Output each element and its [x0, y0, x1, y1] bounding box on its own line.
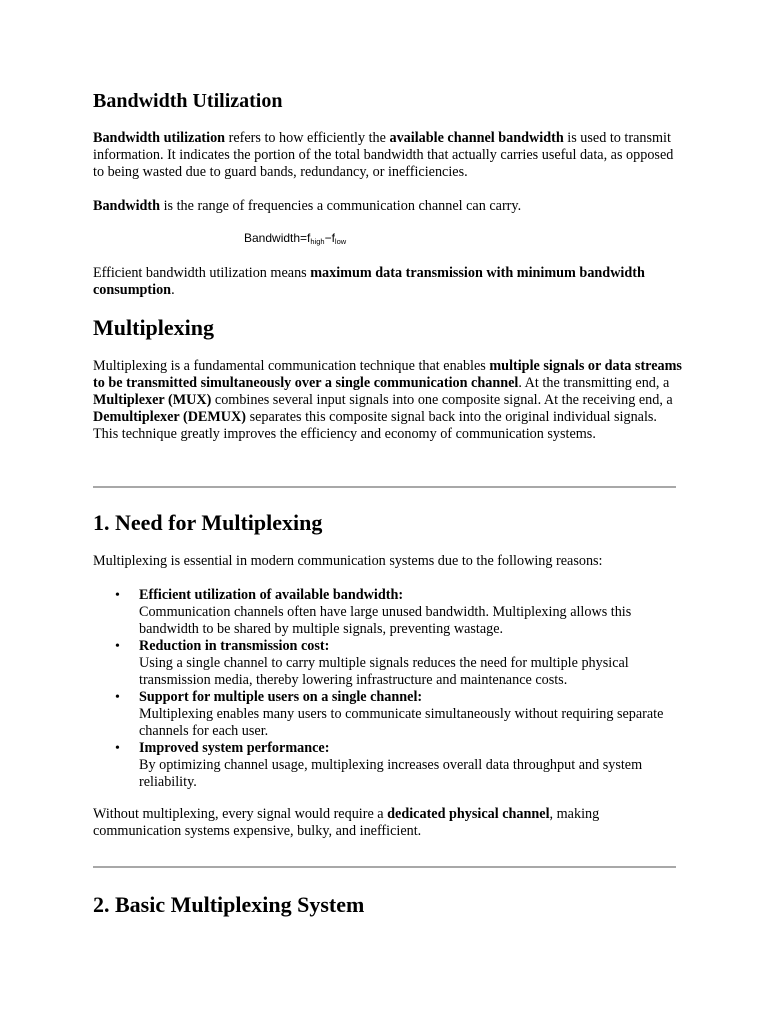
list-item-text: Communication channels often have large unused bandwidth. Multiplexing allows this bandwidth to be shared by multiple signals, preventing wastage. [139, 604, 632, 637]
list-item-text: Using a single channel to carry multiple signals reduces the need for multiple physical transmission media, thereby lowering infrastructure and maintenance costs. [139, 655, 629, 688]
bold-term: multiple signals or data streams to be transmitted simultaneously over a single communication channel [93, 358, 682, 391]
bold-term: maximum data transmission with minimum bandwidth consumption [93, 265, 645, 298]
paragraph-multiplexing-definition: Multiplexing is a fundamental communication technique that enables multiple signals or data streams to be transmitted simultaneously over a single communication channel. At the transmitting end, a Multiplexer (MUX) combines several input signals into one composite signal. At the receiving end, a Demultiplexer (DEMUX) separates this composite signal back into the original individual signals. This technique greatly improves the efficiency and economy of communication systems. [93, 358, 682, 442]
paragraph-bandwidth-definition: Bandwidth is the range of frequencies a communication channel can carry. [93, 198, 522, 214]
heading-multiplexing: Multiplexing [93, 315, 215, 340]
paragraph-need-intro: Multiplexing is essential in modern communication systems due to the following reasons: [93, 553, 603, 569]
bullet-icon: • [115, 690, 120, 705]
bullet-icon: • [115, 741, 120, 756]
bullet-icon: • [115, 588, 120, 603]
bold-term: Multiplexer (MUX) [93, 392, 212, 408]
bold-term: available channel bandwidth [389, 130, 564, 146]
paragraph-efficient-utilization: Efficient bandwidth utilization means maximum data transmission with minimum bandwidth consumption. [93, 265, 645, 298]
list-item-text: By optimizing channel usage, multiplexing increases overall data throughput and system reliability. [139, 757, 643, 790]
heading-need-for-multiplexing: 1. Need for Multiplexing [93, 510, 323, 535]
horizontal-divider [93, 486, 676, 488]
heading-basic-multiplexing-system: 2. Basic Multiplexing System [93, 892, 365, 917]
list-item [93, 638, 683, 689]
paragraph-bandwidth-utilization-definition: Bandwidth utilization refers to how efficiently the available channel bandwidth is used to transmit information. It indicates the portion of the total bandwidth that actually carries useful data, as opposed to being wasted due to guard bands, redundancy, or inefficiencies. [93, 130, 674, 180]
paragraph-without-multiplexing: Without multiplexing, every signal would require a dedicated physical channel, making communication systems expensive, bulky, and inefficient. [93, 806, 600, 839]
list-item-heading: Efficient utilization of available bandwidth: [139, 587, 404, 603]
list-item [93, 587, 683, 638]
list-item [93, 740, 683, 791]
bold-term: Bandwidth utilization [93, 130, 226, 146]
list-item-text: Multiplexing enables many users to communicate simultaneously without requiring separate channels for each user. [139, 706, 664, 739]
bold-term: Bandwidth [93, 198, 161, 214]
bandwidth-formula: $Bandwidth=f_{high}-f_{low}$ [244, 231, 347, 246]
reasons-list [93, 587, 683, 791]
list-item-heading: Support for multiple users on a single channel: [139, 689, 423, 705]
list-item [93, 689, 683, 740]
bullet-icon: • [115, 639, 120, 654]
bold-term: dedicated physical channel [387, 806, 550, 822]
list-item-heading: Reduction in transmission cost: [139, 638, 330, 654]
list-item-heading: Improved system performance: [139, 740, 330, 756]
heading-bandwidth-utilization: Bandwidth Utilization [93, 90, 283, 112]
horizontal-divider [93, 866, 676, 868]
bold-term: Demultiplexer (DEMUX) [93, 409, 247, 425]
